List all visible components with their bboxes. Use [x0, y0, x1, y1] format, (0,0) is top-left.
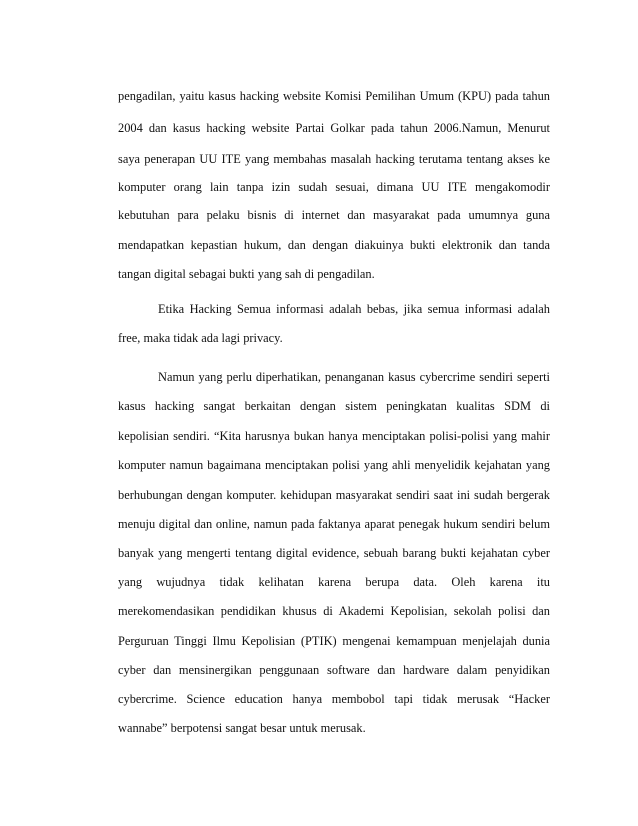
text-line: banyak yang mengerti tentang digital evidence, sebuah barang bukti kejahatan cyber — [118, 546, 550, 560]
text-line: berhubungan dengan komputer. kehidupan masyarakat sendiri saat ini sudah bergerak — [118, 488, 550, 502]
text-line: merekomendasikan pendidikan khusus di Akademi Kepolisian, sekolah polisi dan — [118, 604, 550, 618]
text-line: tangan digital sebagai bukti yang sah di pengadilan. — [118, 267, 375, 281]
text-line: kepolisian sendiri. “Kita harusnya bukan hanya menciptakan polisi-polisi yang mahir — [118, 429, 550, 443]
text-line: menuju digital dan online, namun pada faktanya aparat penegak hukum sendiri belum — [118, 517, 550, 531]
text-line: wannabe” berpotensi sangat besar untuk merusak. — [118, 721, 366, 735]
text-line: pengadilan, yaitu kasus hacking website Komisi Pemilihan Umum (KPU) pada tahun — [118, 89, 550, 103]
text-line: yang wujudnya tidak kelihatan karena berupa data. Oleh karena itu — [118, 575, 550, 589]
text-line: 2004 dan kasus hacking website Partai Golkar pada tahun 2006.Namun, Menurut — [118, 121, 550, 135]
text-line: free, maka tidak ada lagi privacy. — [118, 331, 283, 345]
text-line: saya penerapan UU ITE yang membahas masalah hacking terutama tentang akses ke — [118, 152, 550, 166]
text-line: mendapatkan kepastian hukum, dan dengan diakuinya bukti elektronik dan tanda — [118, 238, 550, 252]
text-line: cybercrime. Science education hanya membobol tapi tidak merusak “Hacker — [118, 692, 550, 706]
text-line: cyber dan mensinergikan penggunaan software dan hardware dalam penyidikan — [118, 663, 550, 677]
text-line: Etika Hacking Semua informasi adalah bebas, jika semua informasi adalah — [158, 302, 550, 316]
text-line: komputer orang lain tanpa izin sudah sesuai, dimana UU ITE mengakomodir — [118, 180, 550, 194]
text-line: kasus hacking sangat berkaitan dengan sistem peningkatan kualitas SDM di — [118, 399, 550, 413]
text-line: komputer namun bagaimana menciptakan polisi yang ahli menyelidik kejahatan yang — [118, 458, 550, 472]
text-line: kebutuhan para pelaku bisnis di internet dan masyarakat pada umumnya guna — [118, 208, 550, 222]
text-line: Namun yang perlu diperhatikan, penanganan kasus cybercrime sendiri seperti — [158, 370, 550, 384]
text-line: Perguruan Tinggi Ilmu Kepolisian (PTIK) mengenai kemampuan menjelajah dunia — [118, 634, 550, 648]
